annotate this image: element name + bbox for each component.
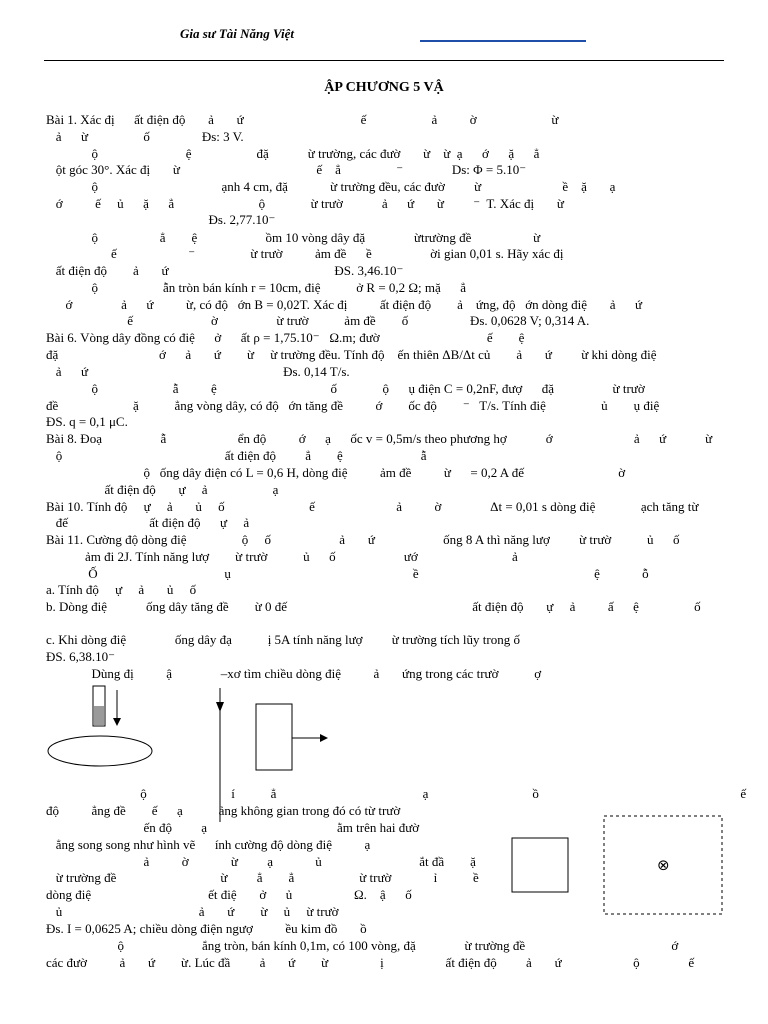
text-line: c. Khi dòng điệ ống dây đạ ị 5A tính năng lượ ừ trường tích lũy trong ố	[46, 632, 520, 647]
text-line: ộ ẫn tròn bán kính r = 10cm, điệ ở R = 0,2 Ω; mặ ẳ	[46, 280, 467, 295]
text-line: a. Tính độ ự ả ủ ố	[46, 582, 197, 597]
text-line: b. Dòng điệ ống dây tăng đề ừ 0 đế ất điện độ ự ả ấ ệ ố	[46, 599, 701, 614]
text-line: đặ ớ ả ứ ừ ừ trường đều. Tính độ ến thiên ΔB/Δt củ ả ứ ừ khi dòng điệ	[46, 347, 657, 362]
text-line: ế ⁻ ừ trườ ảm đề ề ời gian 0,01 s. Hãy xác đị	[46, 246, 564, 261]
text-line: ả ứ Đs. 0,14 T/s.	[46, 364, 350, 379]
text-line: ộ ẳ ệ ồm 10 vòng dây đặ ừtrường đề ừ	[46, 230, 541, 245]
text-line: Bài 11. Cường độ dòng điệ ộ ố ả ứ ống 8 A thì năng lượ ừ trườ ủ ố	[46, 532, 680, 547]
brand-link-underline	[420, 40, 586, 42]
text-line: Đs. I = 0,0625 A; chiều dòng điện ngượ ều kim đồ ồ	[46, 921, 367, 936]
down-arrow-head	[113, 718, 121, 726]
text-line: dòng điệ ết điệ ở ủ Ω. ậ ố	[46, 887, 412, 902]
magnet-pole-shaded	[94, 706, 104, 725]
right-arrow-head	[320, 734, 328, 742]
text-line: ẳng song song như hình vẽ ính cường độ dòng điệ ạ	[46, 837, 371, 852]
text-line: ộ ắng tròn, bán kính 0,1m, có 100 vòng, đặ ừ trường đề ớ	[46, 938, 679, 953]
field-region-figure	[602, 814, 726, 918]
header-rule	[44, 60, 724, 61]
current-arrow-head	[216, 702, 224, 712]
page-title: ẬP CHƯƠNG 5 VẬ	[324, 80, 444, 95]
text-line: ến độ ạ ằm trên hai đườ	[46, 820, 420, 835]
conducting-ring	[48, 736, 152, 766]
text-line: ĐS. 6,38.10⁻	[46, 649, 115, 664]
magnet-figure	[90, 684, 130, 734]
field-into-page-icon: ⊗	[657, 856, 670, 874]
ring-figure	[46, 734, 156, 770]
brand-name: Gia sư Tài Năng Việt	[180, 26, 294, 41]
text-line: ất điện độ ự ả ạ	[46, 482, 279, 497]
text-line: Bài 10. Tính độ ự ả ủ ố ế ả ờ Δt = 0,01 s dòng điệ ạch tăng từ	[46, 499, 699, 514]
text-line: ộ ất điện độ ẳ ệ ẫ	[46, 448, 427, 463]
text-line: ột góc 30°. Xác đị ừ ế ẳ ⁻ Ds: Φ = 5.10⁻	[46, 162, 527, 177]
text-line: ớ ả ứ ừ, có độ ớn B = 0,02T. Xác đị ất điện độ ả ứng, độ ớn dòng điệ ả ứ	[46, 297, 643, 312]
text-line: Đs. 2,77.10⁻	[46, 212, 276, 227]
text-line: ớ ế ủ ặ ẳ ộ ừ trườ ả ứ ừ ⁻ T. Xác đị ừ	[46, 196, 564, 211]
text-line: ảm đi 2J. Tính năng lượ ừ trườ ủ ố ướ ả	[46, 549, 518, 564]
text-line: ộ ệ đặ ừ trường, các đườ ừ ừ ạ ớ ặ ẳ	[46, 146, 540, 161]
text-line: độ ẳng đề ế ạ ảng không gian trong đó có từ trườ	[46, 803, 401, 818]
text-line: Ố ụ ề ệ ỗ	[46, 566, 649, 581]
text-line: ất điện độ ả ứ ĐS. 3,46.10⁻	[46, 263, 404, 278]
text-line: ộ ạnh 4 cm, đặ ừ trường đều, các đườ ừ ề ặ ạ	[46, 179, 616, 194]
text-line: ế ờ ừ trườ ảm đề ố Đs. 0,0628 V; 0,314 A.	[46, 313, 590, 328]
text-line: ĐS. q = 0,1 μC.	[46, 414, 128, 429]
text-line: ả ờ ừ ạ ủ ắt đầ ặ	[46, 854, 476, 869]
frame-figure	[254, 702, 334, 774]
square-loop-figure	[510, 836, 572, 896]
text-line: đế ất điện độ ự ả	[46, 515, 250, 530]
text-line: Bài 6. Vòng dây đồng có điệ ở ất ρ = 1,75.10⁻ Ω.m; đườ ế ệ	[46, 330, 525, 345]
text-line: Dùng đị ậ –xơ tìm chiều dòng điệ ả ứng trong các trườ ợ	[46, 666, 542, 681]
text-line: ộ í ẳ ạ ồ ế	[46, 786, 747, 801]
wire-figure	[210, 686, 230, 826]
square-loop	[512, 838, 568, 892]
rectangular-frame	[256, 704, 292, 770]
text-line: đề ặ ẳng vòng dây, có độ ớn tăng đề ớ ốc độ ⁻ T/s. Tính điệ ủ ụ điệ	[46, 398, 660, 413]
text-line: ả ừ ố Đs: 3 V.	[46, 129, 244, 144]
text-line: Bài 1. Xác đị ất điện độ ả ứ ế ả ờ ừ	[46, 112, 559, 127]
text-line: các đườ ả ứ ừ. Lúc đầ ả ứ ừ ị ất điện độ ả ứ ộ ế	[46, 955, 695, 970]
text-line: ộ ống dây điện có L = 0,6 H, dòng điệ ảm đề ừ = 0,2 A đế ờ	[46, 465, 626, 480]
text-line: ủ ả ứ ừ ủ ừ trườ	[46, 904, 339, 919]
text-line: ộ ẫ ệ ố ộ ụ điện C = 0,2nF, đượ đặ ừ trườ	[46, 381, 645, 396]
text-line: Bài 8. Đoạ ẫ ển độ ớ ạ ốc v = 0,5m/s theo phương hợ ớ ả ứ ừ	[46, 431, 713, 446]
text-line: ừ trường đề ừ ẳ ẳ ừ trườ ỉ ề	[46, 870, 479, 885]
